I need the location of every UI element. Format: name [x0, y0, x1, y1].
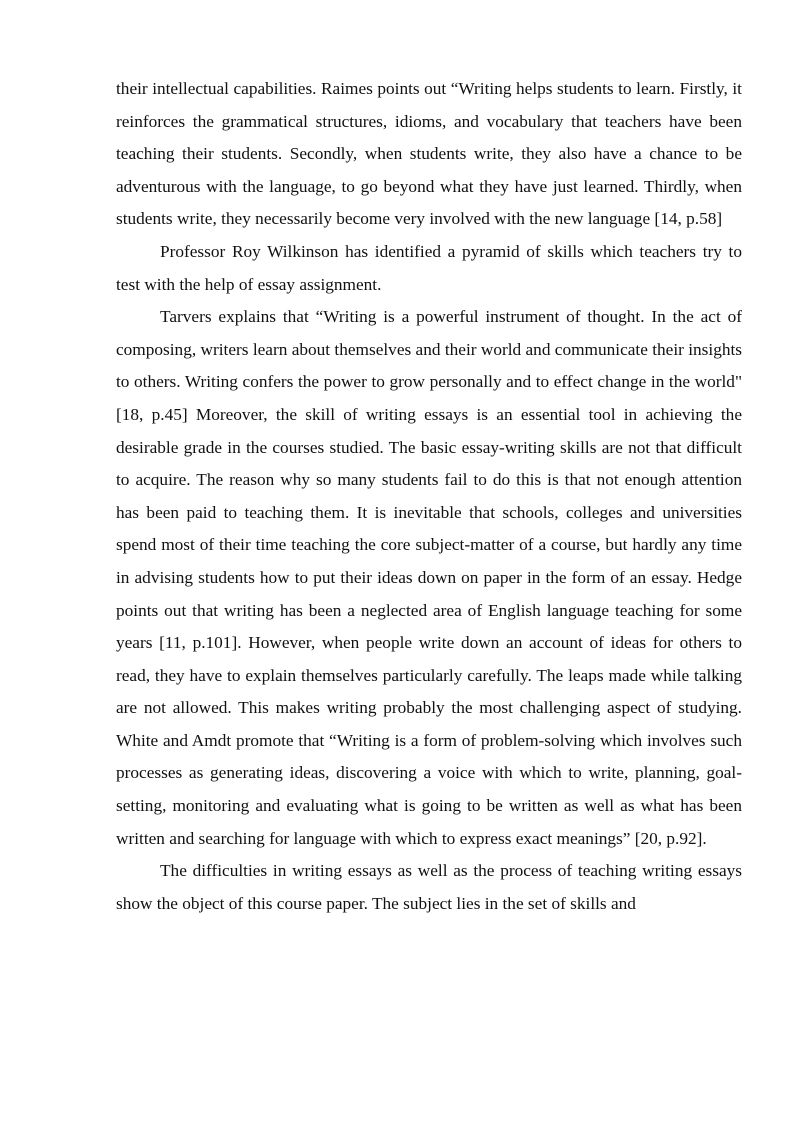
- paragraph-continuation: their intellectual capabilities. Raimes points out “Writing helps students to learn. Firstly, it reinforces the grammatical structures, idioms, and vocabulary that teachers have been teaching their students. Secondly, when students write, they also have a chance to be adventurous with the language, to go beyond what they have just learned. Thirdly, when students write, they necessarily become very involved with the new language [14, p.58]: [116, 79, 742, 229]
- body-text: [116, 73, 742, 920]
- paragraph-difficulties: The difficulties in writing essays as well as the process of teaching writing essays show the object of this course paper. The subject lies in the set of skills and: [116, 861, 742, 913]
- paragraph-wilkinson: Professor Roy Wilkinson has identified a pyramid of skills which teachers try to test with the help of essay assignment.: [116, 241, 742, 294]
- paragraph-tarvers: Tarvers explains that “Writing is a powerful instrument of thought. In the act of composing, writers learn about themselves and their world and communicate their insights to others. Writing confers the power to grow personally and to effect change in the world" [18, p.45] Moreover, the skill of writing essays is an essential tool in achieving the desirable grade in the courses studied. The basic essay-writing skills are not that difficult to acquire. The reason why so many students fail to do this is that not enough attention has been paid to teaching them. It is inevitable that schools, colleges and universities spend most of their time teaching the core subject-matter of a course, but hardly any time in advising students how to put their ideas down on paper in the form of an essay. Hedge points out that writing has been a neglected area of English language teaching for some years [11, p.101]. However, when people write down an account of ideas for others to read, they have to explain themselves particularly carefully. The leaps made while talking are not allowed. This makes writing probably the most challenging aspect of studying. White and Amdt promote that “Writing is a form of problem-solving which involves such processes as generating ideas, discovering a voice with which to write, planning, goal-setting, monitoring and evaluating what is going to be written as well as what has been written and searching for language with which to express exact meanings” [20, p.92].: [116, 307, 742, 848]
